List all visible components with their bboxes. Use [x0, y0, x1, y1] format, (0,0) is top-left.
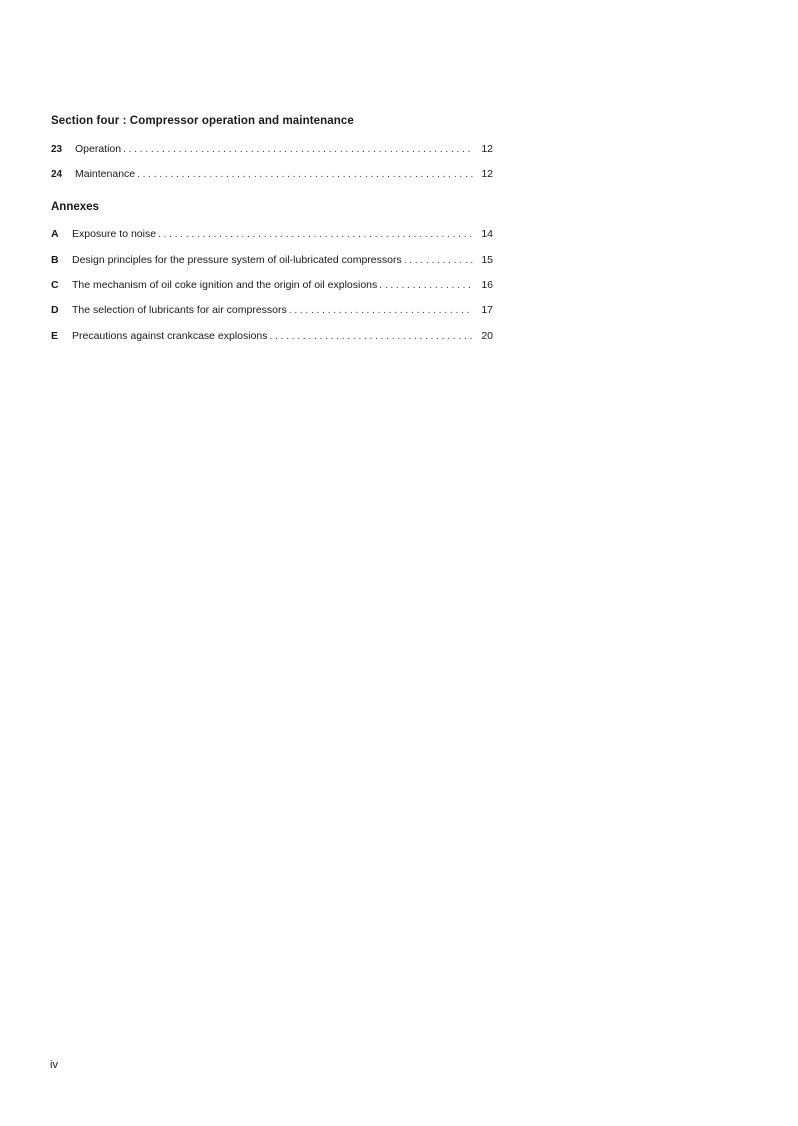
- annex-letter: B: [51, 254, 59, 266]
- entry-title: Operation: [75, 143, 122, 155]
- annex-letter: E: [51, 330, 59, 342]
- toc-annex-a[interactable]: [51, 226, 493, 242]
- dot-leader: [123, 142, 473, 158]
- page-number: 12: [481, 143, 493, 155]
- toc-entry-24[interactable]: [51, 166, 493, 182]
- dot-leader: [379, 278, 473, 294]
- entry-title: The selection of lubricants for air compressors: [72, 304, 287, 316]
- clause-number: 24: [51, 169, 63, 180]
- dot-leader: [289, 303, 473, 319]
- page-number: 17: [481, 304, 493, 316]
- page-folio: iv: [50, 1059, 58, 1071]
- dot-leader: [137, 167, 473, 183]
- page-number: 12: [481, 168, 493, 180]
- entry-title: Design principles for the pressure system of oil-lubricated compressors: [72, 254, 402, 266]
- annexes-heading: Annexes: [51, 201, 99, 213]
- section-four-heading: Section four : Compressor operation and maintenance: [51, 115, 354, 127]
- dot-leader: [404, 253, 473, 269]
- entry-title: Exposure to noise: [72, 228, 157, 240]
- toc-annex-c[interactable]: [51, 277, 493, 293]
- page-number: 14: [481, 228, 493, 240]
- clause-number: 23: [51, 144, 63, 155]
- annex-letter: D: [51, 304, 59, 316]
- entry-title: The mechanism of oil coke ignition and the origin of oil explosions: [72, 279, 378, 291]
- page-number: 15: [481, 254, 493, 266]
- annex-letter: A: [51, 228, 59, 240]
- toc-entry-23[interactable]: [51, 141, 493, 157]
- toc-annex-d[interactable]: [51, 302, 493, 318]
- entry-title: Precautions against crankcase explosions: [72, 330, 268, 342]
- dot-leader: [270, 329, 473, 345]
- toc-annex-e[interactable]: [51, 328, 493, 344]
- toc-annex-b[interactable]: [51, 252, 493, 268]
- page-number: 20: [481, 330, 493, 342]
- annex-letter: C: [51, 279, 59, 291]
- dot-leader: [158, 227, 473, 243]
- entry-title: Maintenance: [75, 168, 136, 180]
- page-number: 16: [481, 279, 493, 291]
